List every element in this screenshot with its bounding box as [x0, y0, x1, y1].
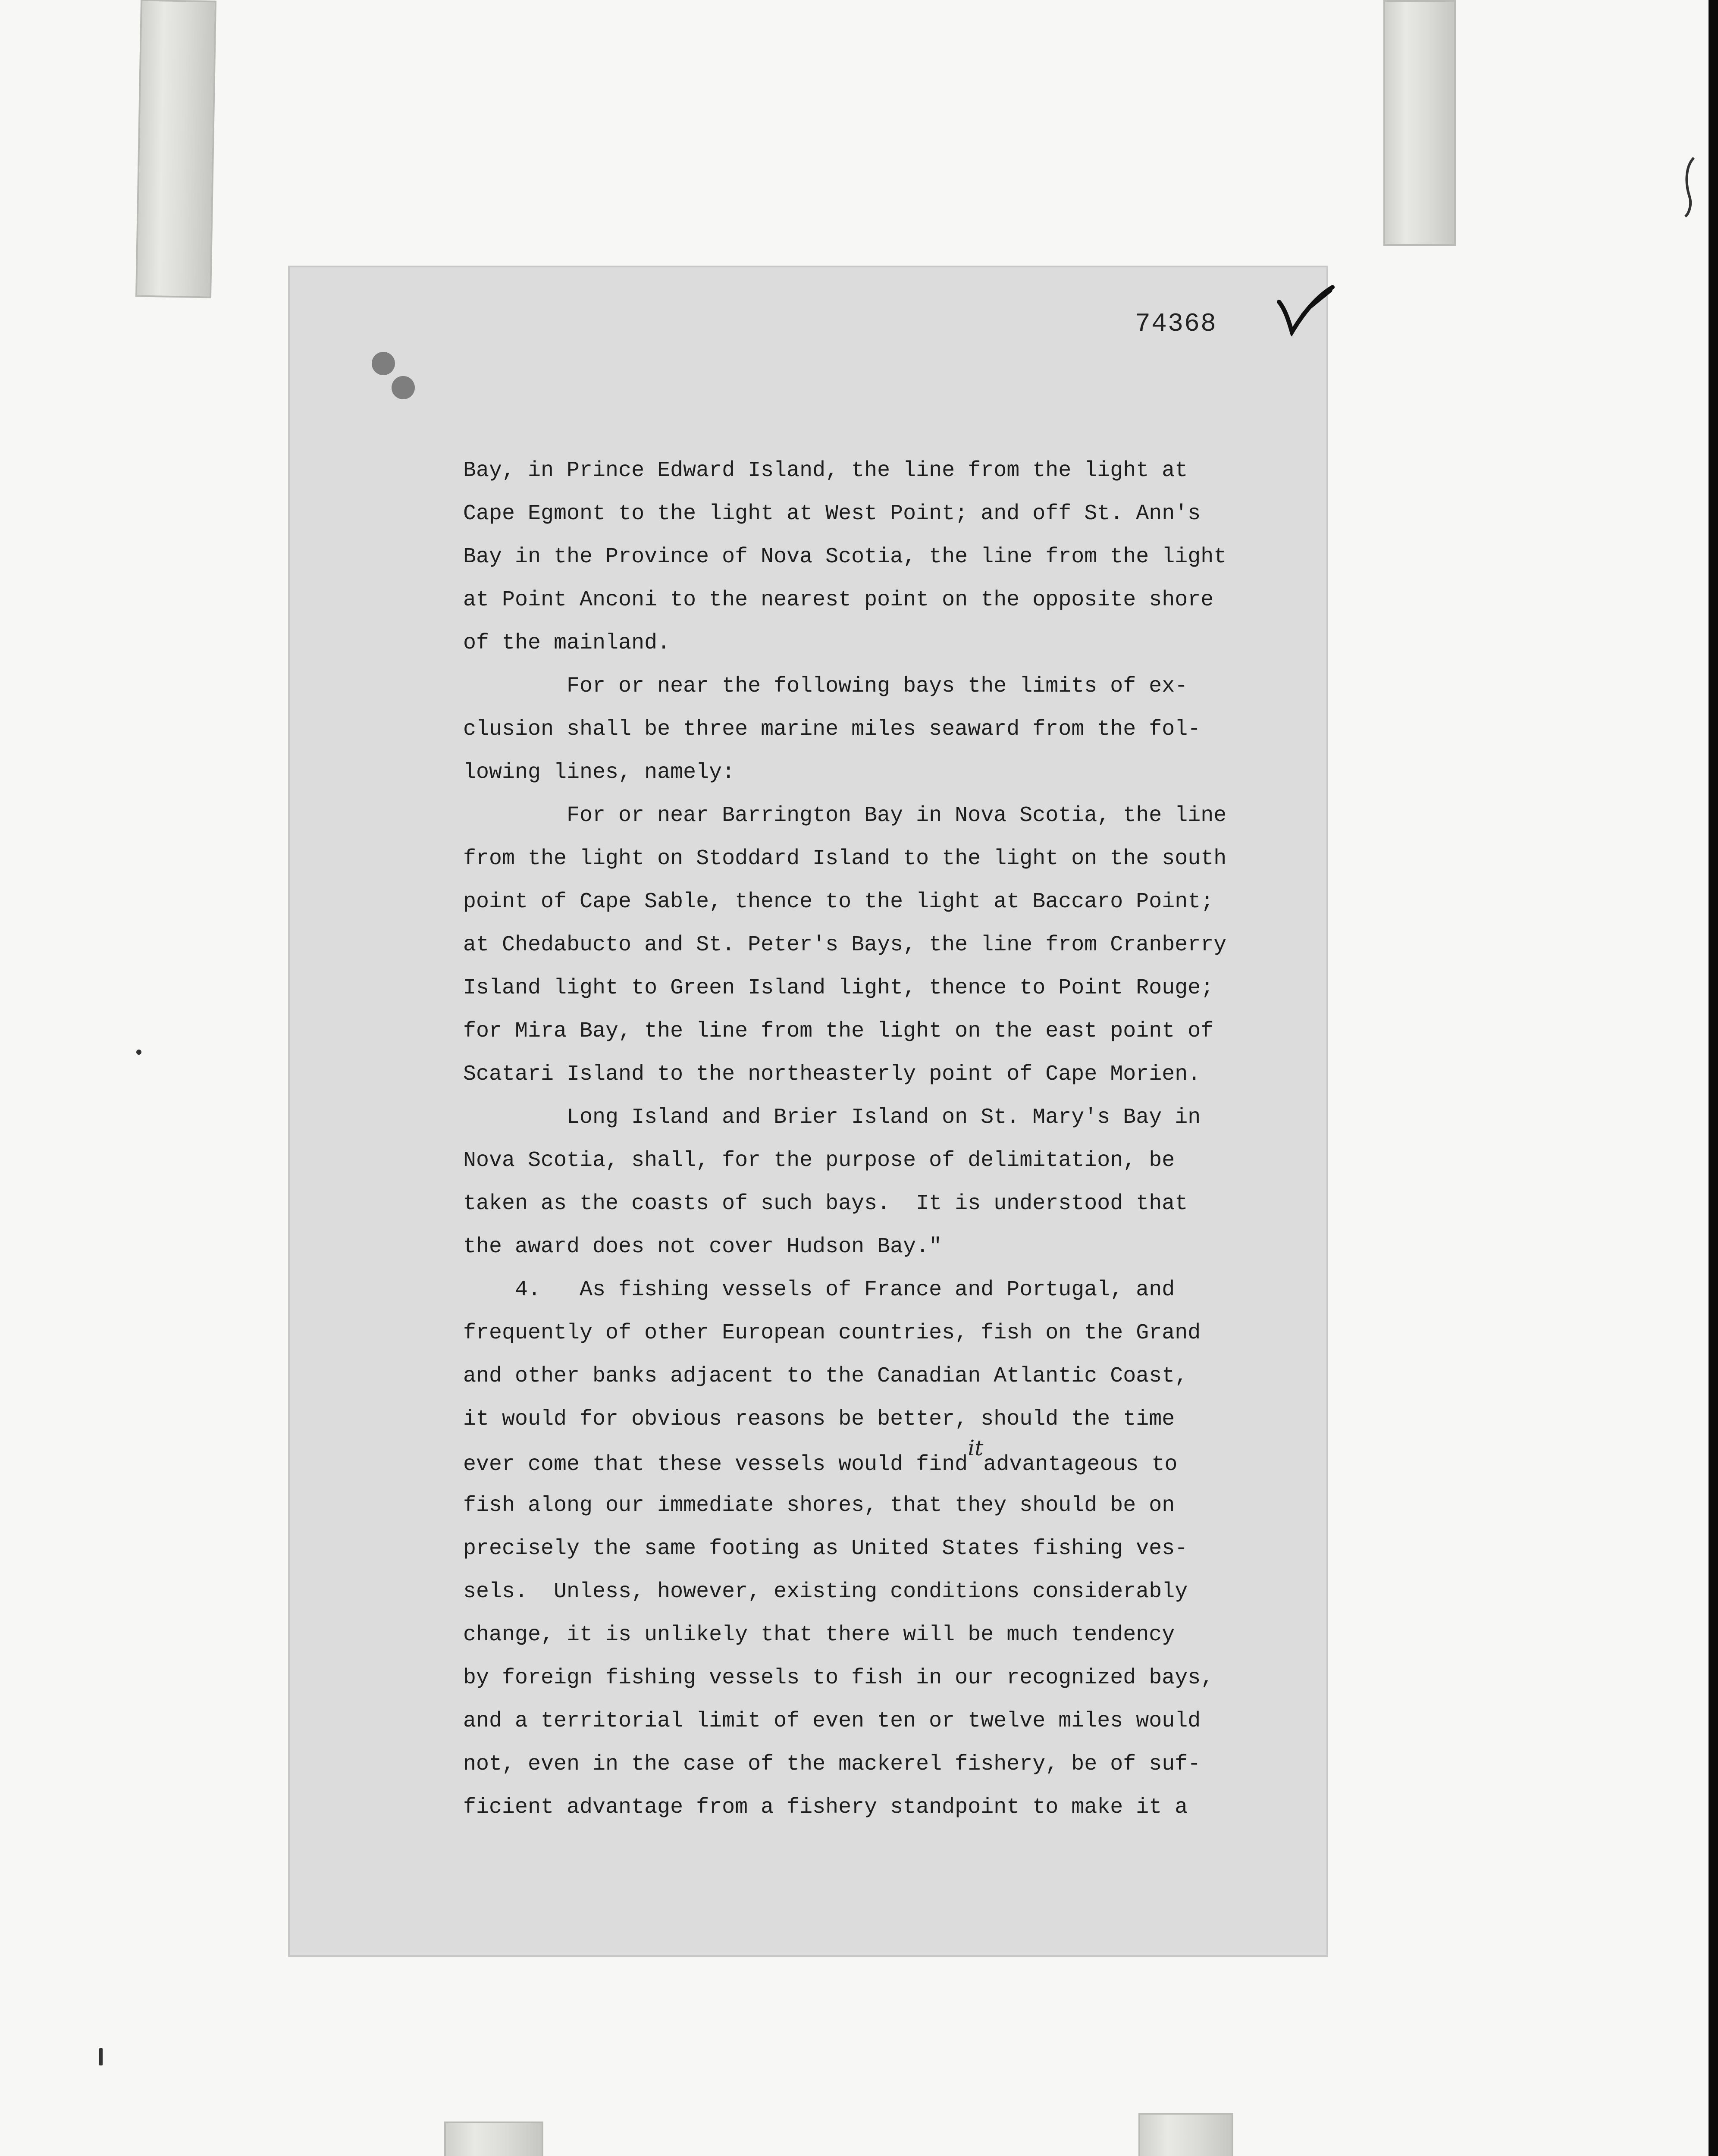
text-line: the award does not cover Hudson Bay." — [463, 1235, 942, 1259]
tape-strip-top-left — [135, 0, 216, 298]
film-edge-right — [1709, 0, 1718, 2156]
text-line: Cape Egmont to the light at West Point; and off St. Ann's — [463, 501, 1201, 526]
text-line: fish along our immediate shores, that they should be on — [463, 1493, 1175, 1518]
tape-strip-bottom-middle — [444, 2122, 543, 2156]
text-line: For or near the following bays the limits of ex- — [463, 674, 1188, 699]
document-number: 74368 — [1135, 310, 1217, 339]
handwritten-insert: it — [968, 1435, 984, 1460]
text-line: frequently of other European countries, fish on the Grand — [463, 1321, 1201, 1345]
text-line: at Point Anconi to the nearest point on the opposite shore — [463, 588, 1214, 612]
text-line: lowing lines, namely: — [463, 760, 735, 785]
text-line-with-insert — [463, 1435, 1178, 1478]
punch-hole — [372, 352, 395, 375]
text-line: by foreign fishing vessels to fish in our recognized bays, — [463, 1666, 1214, 1690]
text-line: from the light on Stoddard Island to the light on the south — [463, 846, 1227, 871]
text-line: Island light to Green Island light, thence to Point Rouge; — [463, 976, 1214, 1000]
punch-hole — [392, 376, 415, 399]
text-line: not, even in the case of the mackerel fishery, be of suf- — [463, 1752, 1201, 1777]
text-line-head: ever come that these vessels would find — [463, 1452, 968, 1477]
text-line: clusion shall be three marine miles seaward from the fol- — [463, 717, 1201, 742]
text-line: Bay in the Province of Nova Scotia, the line from the light — [463, 545, 1227, 569]
text-line-tail: advantageous to — [983, 1452, 1178, 1477]
text-line: for Mira Bay, the line from the light on the east point of — [463, 1019, 1214, 1044]
text-line: of the mainland. — [463, 631, 671, 655]
check-mark-icon — [1276, 285, 1337, 336]
dust-speck — [136, 1050, 141, 1055]
text-line: 4. As fishing vessels of France and Portugal, and — [463, 1278, 1175, 1302]
text-line: For or near Barrington Bay in Nova Scotia, the line — [463, 803, 1227, 828]
text-line: at Chedabucto and St. Peter's Bays, the line from Cranberry — [463, 933, 1227, 957]
text-line: it would for obvious reasons be better, should the time — [463, 1407, 1175, 1432]
text-line: precisely the same footing as United States fishing ves- — [463, 1536, 1188, 1561]
text-line: and other banks adjacent to the Canadian Atlantic Coast, — [463, 1364, 1188, 1388]
text-line: ficient advantage from a fishery standpoint to make it a — [463, 1795, 1188, 1820]
text-line: Long Island and Brier Island on St. Mary's Bay in — [463, 1105, 1201, 1130]
tape-strip-top-right — [1383, 0, 1456, 246]
text-line: point of Cape Sable, thence to the light at Baccaro Point; — [463, 890, 1214, 914]
text-line: and a territorial limit of even ten or twelve miles would — [463, 1709, 1201, 1733]
text-line: change, it is unlikely that there will be much tendency — [463, 1623, 1175, 1647]
text-line: Scatari Island to the northeasterly point of Cape Morien. — [463, 1062, 1201, 1087]
text-line: taken as the coasts of such bays. It is understood that — [463, 1191, 1188, 1216]
text-line: sels. Unless, however, existing conditions considerably — [463, 1579, 1188, 1604]
pencil-mark-edge — [1677, 154, 1702, 218]
dust-speck — [99, 2048, 103, 2065]
text-line: Nova Scotia, shall, for the purpose of delimitation, be — [463, 1148, 1175, 1173]
text-line: Bay, in Prince Edward Island, the line from the light at — [463, 458, 1188, 483]
tape-strip-bottom-right — [1138, 2113, 1233, 2156]
